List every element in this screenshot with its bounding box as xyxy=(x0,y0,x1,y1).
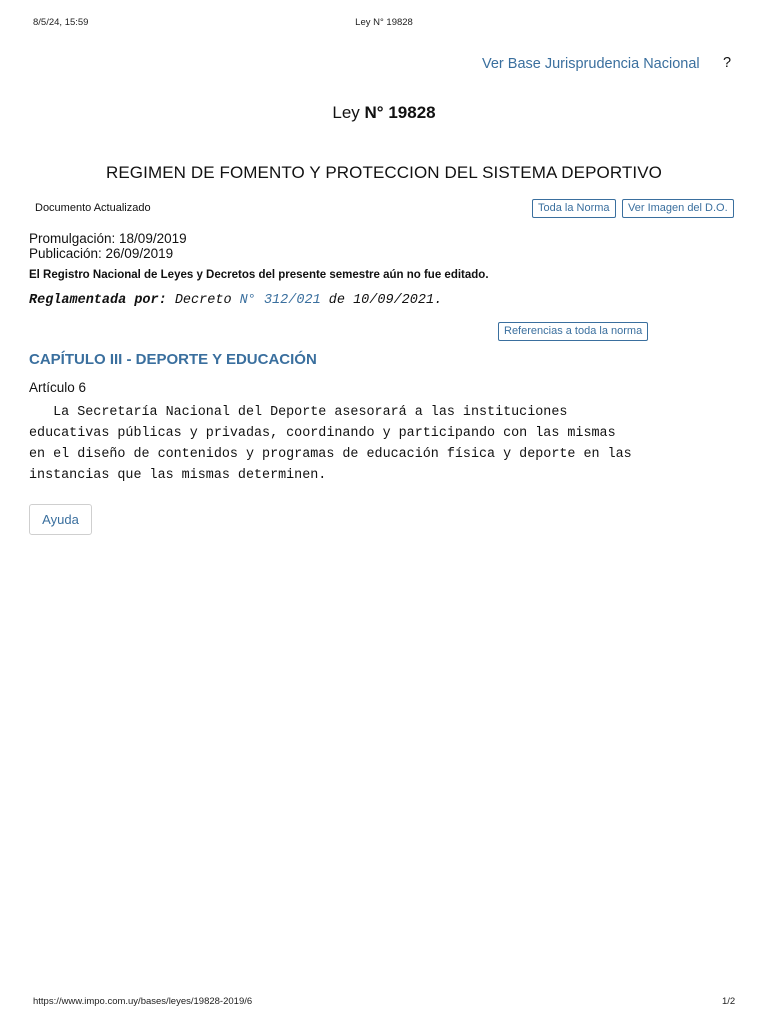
document-status: Documento Actualizado xyxy=(35,202,151,214)
print-page-number: 1/2 xyxy=(722,996,736,1007)
ver-imagen-do-button[interactable]: Ver Imagen del D.O. xyxy=(622,199,734,218)
publicacion-date: Publicación: 26/09/2019 xyxy=(29,246,174,261)
ver-base-jurisprudencia-link[interactable]: Ver Base Jurisprudencia Nacional xyxy=(482,56,700,72)
article-text: La Secretaría Nacional del Deporte asesorará a las instituciones educativas públicas y privadas, coordinando y participando con las mismas en el diseño de contenidos y programas de educación física y deporte en las instancias que las mismas determinen. xyxy=(29,405,632,483)
chapter-heading: CAPÍTULO III - DEPORTE Y EDUCACIÓN xyxy=(29,351,317,368)
decreto-text: Decreto xyxy=(166,293,240,308)
toda-la-norma-button[interactable]: Toda la Norma xyxy=(532,199,616,218)
print-page-title: Ley N° 19828 xyxy=(355,17,413,28)
print-datetime: 8/5/24, 15:59 xyxy=(33,17,89,28)
article-title: Artículo 6 xyxy=(29,380,87,395)
reglamentada-line xyxy=(29,293,442,308)
law-prefix: Ley xyxy=(332,103,365,122)
decreto-fecha: de 10/09/2021. xyxy=(320,293,443,308)
help-icon[interactable]: ? xyxy=(723,55,732,71)
decreto-link[interactable]: N° 312/021 xyxy=(239,293,321,308)
law-number: N° 19828 xyxy=(364,103,436,122)
ayuda-button[interactable]: Ayuda xyxy=(29,504,92,535)
referencias-button[interactable]: Referencias a toda la norma xyxy=(498,322,648,341)
law-number-heading xyxy=(0,103,768,123)
print-url: https://www.impo.com.uy/bases/leyes/19828-2019/6 xyxy=(33,996,253,1007)
registro-note: El Registro Nacional de Leyes y Decretos del presente semestre aún no fue editado. xyxy=(29,269,489,281)
reglamentada-label: Reglamentada por: xyxy=(29,293,167,308)
promulgacion-date: Promulgación: 18/09/2019 xyxy=(29,231,187,246)
law-title: REGIMEN DE FOMENTO Y PROTECCION DEL SISTEMA DEPORTIVO xyxy=(105,163,662,182)
